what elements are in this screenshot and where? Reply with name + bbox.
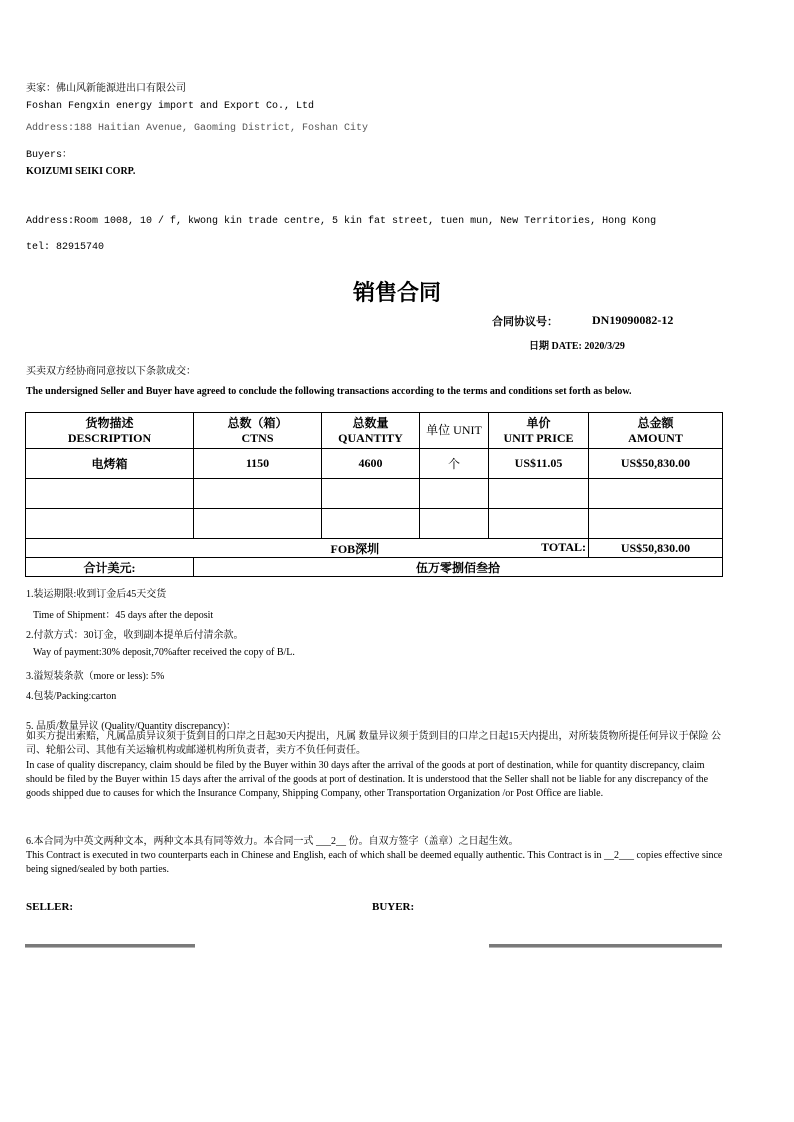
cell-amount: US$50,830.00 <box>589 449 723 479</box>
table-row <box>26 449 723 479</box>
page-title: 销售合同 <box>352 280 441 305</box>
cell-unit-price: US$11.05 <box>489 449 589 479</box>
intro-en: The undersigned Seller and Buyer have agreed to conclude the following transactions according to the terms and conditions set forth as below. <box>26 386 632 397</box>
buyer-address: Address:Room 1008, 10 / f, kwong kin trade centre, 5 kin fat street, tuen mun, New Territories, Hong Kong <box>26 216 657 227</box>
term-4: 4.包装/Packing:carton <box>26 691 117 702</box>
cell-unit: 个 <box>420 449 489 479</box>
table-header-row <box>26 413 723 449</box>
term-5-cn: 如买方提出索赔，凡属品质异议须于货到目的口岸之日起30天内提出，凡属 数量异议须于货到目的口岸之日起15天内提出，对所装货物所提任何异议于保险 公司、轮船公司、其他有关运输机构或邮递机构所负责者，卖方不负任何责任。 <box>26 731 721 756</box>
table-row-empty <box>26 479 723 509</box>
term-5-title: 5. 品质/数量异议 (Quality/Quantity discrepancy)： <box>26 721 236 732</box>
sum-row <box>26 558 723 577</box>
fob-total-cell <box>322 539 589 558</box>
term-3: 3.溢短装条款（more or less): 5% <box>26 671 165 682</box>
buyer-label: Buyers： <box>26 150 73 161</box>
seller-address: Address:188 Haitian Avenue, Gaoming District, Foshan City <box>26 123 369 134</box>
buyer-signature-line <box>489 944 722 948</box>
seller-signature-line <box>25 944 195 948</box>
contract-no-value: DN19090082-12 <box>592 313 674 327</box>
header-unit-price: 单价 UNIT PRICE <box>489 413 589 449</box>
term-2-en: Way of payment:30% deposit,70%after received the copy of B/L. <box>33 647 295 658</box>
intro-cn: 买卖双方经协商同意按以下条款成交： <box>26 366 196 377</box>
term-1-cn: 1.装运期限:收到订金后45天交货 <box>26 589 167 600</box>
term-1-en: Time of Shipment：45 days after the deposit <box>33 610 214 621</box>
term-6-en: This Contract is executed in two counterparts each in Chinese and English, each of which shall be deemed equally authentic. This Contract is in __2___ copies effective since being signed/sealed by both parties. <box>26 850 723 875</box>
seller-name-cn: 卖家：佛山风新能源进出口有限公司 <box>26 84 186 95</box>
total-row <box>26 539 723 558</box>
header-amount: 总金额 AMOUNT <box>589 413 723 449</box>
contract-date: 日期 DATE: 2020/3/29 <box>529 341 625 352</box>
total-label: TOTAL: <box>541 539 586 554</box>
header-description: 货物描述 DESCRIPTION <box>26 413 194 449</box>
contract-no-label: 合同协议号： <box>492 316 558 328</box>
term-5-en: In case of quality discrepancy, claim should be filed by the Buyer within 30 days after the arrival of the goods at port of destination, while for quantity discrepancy, claim should be filed by the Buyer within 15 days after the arrival of the goods at port of destination. It is understood that the Seller shall not be liable for any discrepancy of the goods shipped due to causes for which the Insurance Company, Shipping Company, other Transportation Organization /or Post Office are liable. <box>26 760 709 799</box>
buyer-tel: tel: 82915740 <box>26 242 105 253</box>
cell-description: 电烤箱 <box>26 449 194 479</box>
term-2-cn: 2.付款方式：30订金，收到副本提单后付清余款。 <box>26 630 244 641</box>
header-ctns: 总数（箱） CTNS <box>194 413 322 449</box>
fob-term: FOB深圳 <box>330 541 380 556</box>
items-table <box>25 412 723 577</box>
sum-label: 合计美元: <box>26 558 194 577</box>
term-6-cn: 6.本合同为中英文两种文本，两种文本具有同等效力。本合同一式 ___2__ 份。自双方签字（盖章）之日起生效。 <box>26 836 519 847</box>
seller-signature-label: SELLER: <box>26 901 74 913</box>
cell-ctns: 1150 <box>194 449 322 479</box>
cell-quantity: 4600 <box>322 449 420 479</box>
table-row-empty <box>26 509 723 539</box>
buyer-name: KOIZUMI SEIKI CORP. <box>26 166 136 177</box>
seller-name-en: Foshan Fengxin energy import and Export Co., Ltd <box>26 101 315 112</box>
buyer-signature-label: BUYER: <box>372 901 415 913</box>
total-amount: US$50,830.00 <box>589 539 723 558</box>
header-unit: 单位 UNIT <box>420 413 489 449</box>
sum-words: 伍万零捌佰叁拾 <box>194 558 723 577</box>
header-quantity: 总数量 QUANTITY <box>322 413 420 449</box>
